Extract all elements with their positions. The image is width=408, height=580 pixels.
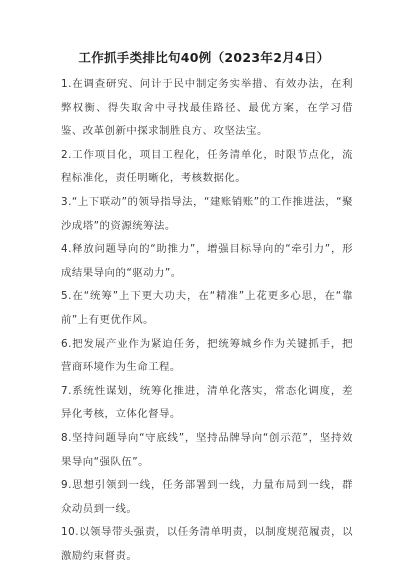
list-item: 6.把发展产业作为紧迫任务，把统筹城乡作为关键抓手，把营商环境作为生命工程。 — [61, 337, 353, 374]
list-item: 5.在“统筹”上下更大功夫，在“精准”上花更多心思，在“靠前”上有更优作风。 — [61, 290, 353, 326]
list-item: 8.坚持问题导向“守底线”，坚持品牌导向“创示范”，坚持效果导向“强队伍”。 — [61, 431, 353, 468]
list-item: 3.“上下联动”的领导指导法，“建账销账”的工作推进法，“聚沙成塔”的资源统筹法。 — [61, 195, 353, 232]
list-item: 7.系统性谋划，统筹化推进，清单化落实，常态化调度，差异化考核，立体化督导。 — [61, 384, 353, 421]
list-item: 2.工作项目化，项目工程化，任务清单化，时限节点化，流程标准化，责任明晰化，考核数据化。 — [61, 148, 353, 185]
list-item: 9.思想引领到一线，任务部署到一线，力量布局到一线，群众动员到一线。 — [61, 479, 353, 515]
document-title: 工作抓手类排比句40例（2023年2月4日） — [78, 50, 330, 65]
list-item: 10.以领导带头强责，以任务清单明责，以制度规范履责，以激励约束督责。 — [61, 526, 353, 562]
list-item: 4.释放问题导向的“助推力”，增强目标导向的“牵引力”，形成结果导向的“驱动力”。 — [61, 243, 353, 279]
list-item: 1.在调查研究、问计于民中制定务实举措、有效办法，在利弊权衡、得失取舍中寻找最佳路径、最优方案，在学习借鉴、改革创新中探求制胜良方、攻坚法宝。 — [61, 78, 353, 138]
sentence-list — [61, 73, 353, 568]
